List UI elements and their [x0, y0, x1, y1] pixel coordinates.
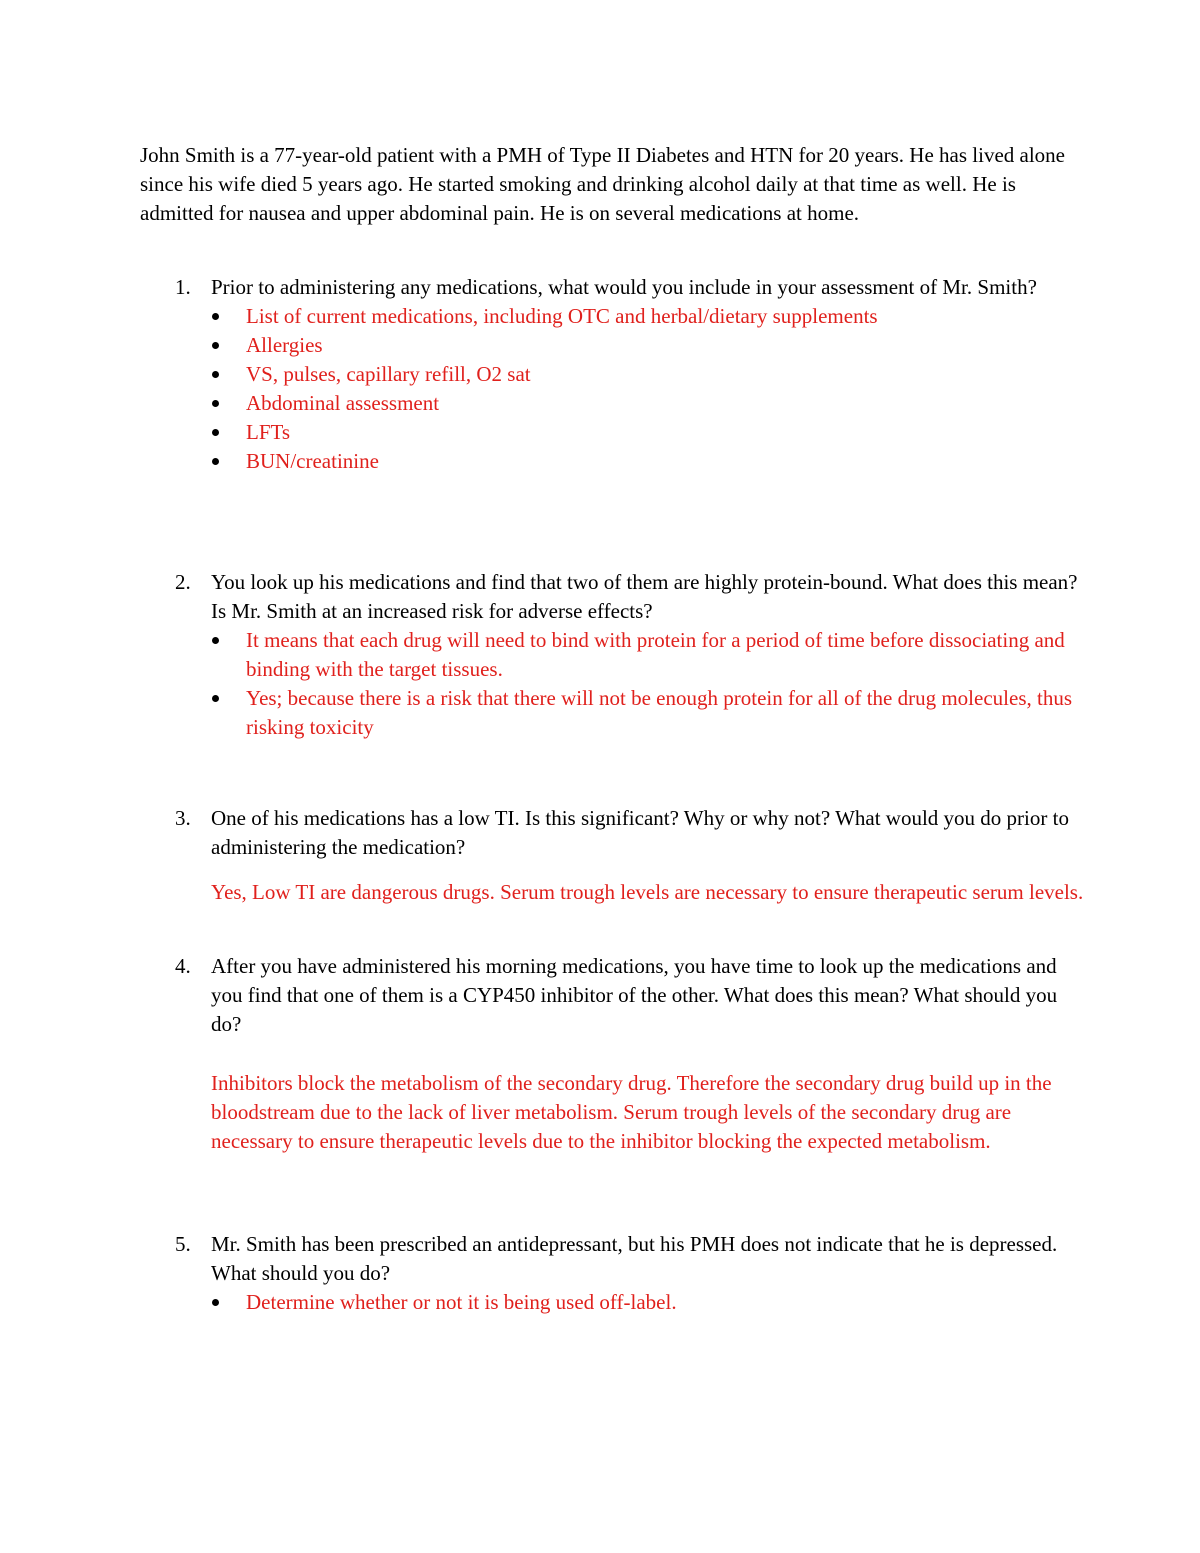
answer-bullet: List of current medications, including OTC and herbal/dietary supplements	[246, 302, 1085, 331]
question-number: 2.	[175, 570, 191, 594]
question-prompt: After you have administered his morning medications, you have time to look up the medications and you find that one of them is a CYP450 inhibitor of the other. What does this mean? What should you do?	[211, 954, 1058, 1036]
answer-bullet: VS, pulses, capillary refill, O2 sat	[246, 360, 1085, 389]
answer-bullet: Allergies	[246, 331, 1085, 360]
answer-text: Yes, Low TI are dangerous drugs. Serum trough levels are necessary to ensure therapeutic serum levels.	[211, 880, 1084, 904]
question-number: 4.	[175, 954, 191, 978]
answer-bullet: BUN/creatinine	[246, 447, 1085, 476]
question-number: 5.	[175, 1232, 191, 1256]
question-4	[175, 952, 1085, 1156]
question-number: 1.	[175, 275, 191, 299]
answer-bullet: LFTs	[246, 418, 1085, 447]
question-text	[175, 273, 1085, 302]
answer-bullet-list	[175, 1288, 1085, 1317]
question-text	[175, 804, 1085, 862]
intro-paragraph: John Smith is a 77-year-old patient with a PMH of Type II Diabetes and HTN for 20 years. He has lived alone since his wife died 5 years ago. He started smoking and drinking alcohol daily at that time as well. He is admitted for nausea and upper abdominal pain. He is on several medications at home.	[140, 143, 1066, 225]
question-text	[175, 952, 1085, 1039]
answer-text: Inhibitors block the metabolism of the secondary drug. Therefore the secondary drug build up in the bloodstream due to the lack of liver metabolism. Serum trough levels of the secondary drug are necessary to ensure therapeutic levels due to the inhibitor blocking the expected metabolism.	[211, 1071, 1052, 1153]
answer-bullet: Abdominal assessment	[246, 389, 1085, 418]
question-text	[175, 1230, 1085, 1288]
answer-bullet: Determine whether or not it is being used off-label.	[246, 1288, 1085, 1317]
answer-bullet-list	[175, 302, 1085, 476]
question-number: 3.	[175, 806, 191, 830]
question-prompt: You look up his medications and find that two of them are highly protein-bound. What does this mean? Is Mr. Smith at an increased risk for adverse effects?	[211, 570, 1078, 623]
question-prompt: Mr. Smith has been prescribed an antidepressant, but his PMH does not indicate that he is depressed. What should you do?	[211, 1232, 1058, 1285]
question-2	[175, 568, 1085, 742]
question-3	[175, 804, 1085, 907]
question-prompt: One of his medications has a low TI. Is this significant? Why or why not? What would you do prior to administering the medication?	[211, 806, 1069, 859]
answer-bullet-list	[175, 626, 1085, 742]
question-prompt: Prior to administering any medications, what would you include in your assessment of Mr. Smith?	[211, 275, 1037, 299]
answer-bullet: It means that each drug will need to bind with protein for a period of time before dissociating and binding with the target tissues.	[246, 626, 1085, 684]
answer-bullet: Yes; because there is a risk that there will not be enough protein for all of the drug molecules, thus risking toxicity	[246, 684, 1085, 742]
question-1	[175, 273, 1085, 476]
question-5	[175, 1230, 1085, 1317]
question-text	[175, 568, 1085, 626]
